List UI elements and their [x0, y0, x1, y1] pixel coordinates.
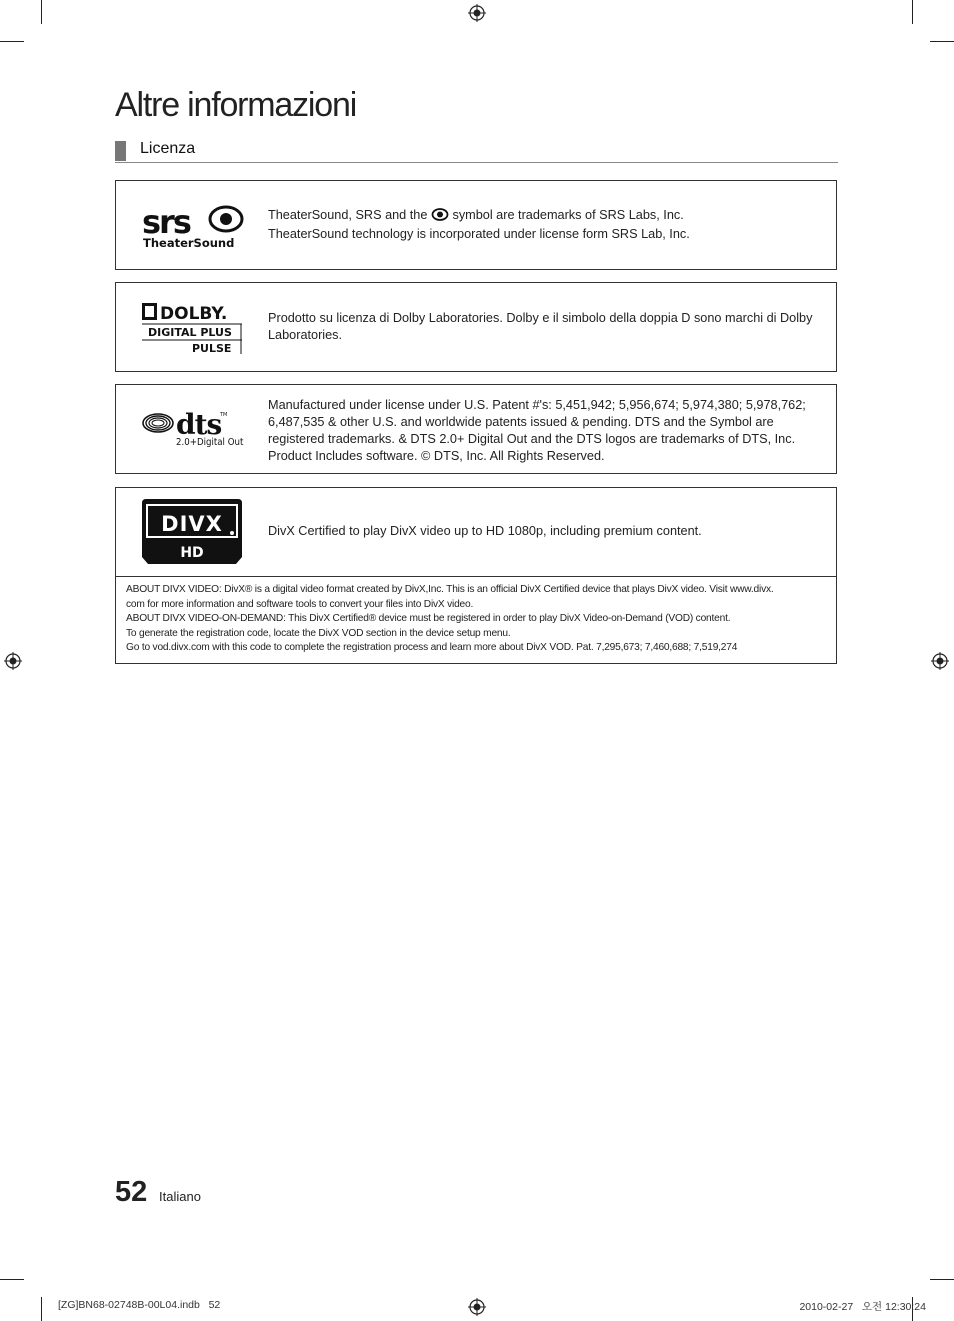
dolby-logo-sub2: PULSE — [192, 342, 232, 355]
section-bar — [115, 141, 126, 161]
crop-mark — [0, 1279, 24, 1280]
registration-mark-icon — [4, 652, 22, 670]
divx-logo-subtext: HD — [180, 545, 204, 561]
dts-license-text: Manufactured under license under U.S. Patent #'s: 5,451,942; 5,956,674; 5,974,380; 5,978,762; 6,487,535 & other U.S. and worldwide patents issued & pending. DTS and the Symbol are registered trademarks. & DTS 2.0+ Digital Out and the DTS logos are trademarks of DTS, Inc. Product Includes software. © DTS, Inc. All Rights Reserved. — [268, 398, 806, 463]
srs-logo-text: SRS — [142, 203, 190, 241]
dolby-logo-sub1: DIGITAL PLUS — [148, 326, 232, 339]
registration-mark-icon — [468, 1298, 486, 1316]
fineprint-line: ABOUT DIVX VIDEO-ON-DEMAND: This DivX Certified® device must be registered in order to play DivX Video-on-Demand (VOD) content. — [126, 613, 731, 625]
fineprint-line: com for more information and software tools to convert your files into DivX video. — [126, 598, 474, 610]
divx-fineprint — [126, 583, 826, 656]
dts-logo-tm: TM — [220, 412, 228, 418]
fineprint-line: To generate the registration code, locate the DivX VOD section in the device setup menu. — [126, 627, 511, 639]
srs-line1-after: symbol are trademarks of SRS Labs, Inc. — [452, 208, 684, 222]
srs-symbol-icon — [431, 208, 449, 221]
divx-hd-logo-icon — [142, 499, 242, 565]
page-title: Altre informazioni — [115, 86, 357, 124]
page-number: 52 — [115, 1176, 148, 1208]
registration-mark-icon — [468, 4, 486, 22]
crop-mark — [912, 0, 913, 24]
registration-mark-icon — [931, 652, 949, 670]
divx-license-text: DivX Certified to play DivX video up to HD 1080p, including premium content. — [268, 524, 702, 538]
page-language: Italiano — [159, 1189, 201, 1204]
footer-file-info: [ZG]BN68-02748B-00L04.indb 52 — [58, 1299, 221, 1311]
dts-logo-subtext: 2.0+Digital Out — [176, 437, 244, 448]
license-box-dts — [115, 384, 837, 474]
divx-logo-text: DIVX — [161, 512, 223, 536]
license-box-srs — [115, 180, 837, 270]
srs-line2: TheaterSound technology is incorporated under license form SRS Lab, Inc. — [268, 227, 690, 241]
dolby-logo-icon — [142, 301, 244, 355]
crop-mark — [41, 1297, 42, 1321]
license-box-dolby — [115, 282, 837, 372]
fineprint-line: ABOUT DIVX VIDEO: DivX® is a digital video format created by DivX,Inc. This is an official DivX Certified device that plays DivX video. Visit www.divx. — [126, 584, 774, 595]
crop-mark — [930, 41, 954, 42]
crop-mark — [0, 41, 24, 42]
dolby-license-text: Prodotto su licenza di Dolby Laboratories. Dolby e il simbolo della doppia D sono marchi di Dolby Laboratories. — [268, 311, 813, 342]
section-header — [115, 140, 838, 163]
srs-logo-subtext: TheaterSound — [143, 236, 235, 249]
srs-line1-before: TheaterSound, SRS and the — [268, 208, 428, 222]
divider — [116, 576, 836, 577]
fineprint-line: Go to vod.divx.com with this code to complete the registration process and learn more about DivX VOD. Pat. 7,295,673; 7,460,688; 7,519,274 — [126, 642, 738, 654]
srs-license-text — [268, 207, 822, 243]
srs-logo-icon — [142, 203, 244, 249]
section-label: Licenza — [140, 140, 196, 157]
footer-timestamp: 2010-02-27 오전 12:30:24 — [799, 1301, 926, 1313]
crop-mark — [930, 1279, 954, 1280]
license-box-divx — [115, 487, 837, 664]
dolby-logo-text: DOLBY. — [160, 304, 228, 324]
dts-logo-icon — [142, 408, 246, 448]
crop-mark — [41, 0, 42, 24]
dts-logo-text: dts — [176, 408, 222, 441]
